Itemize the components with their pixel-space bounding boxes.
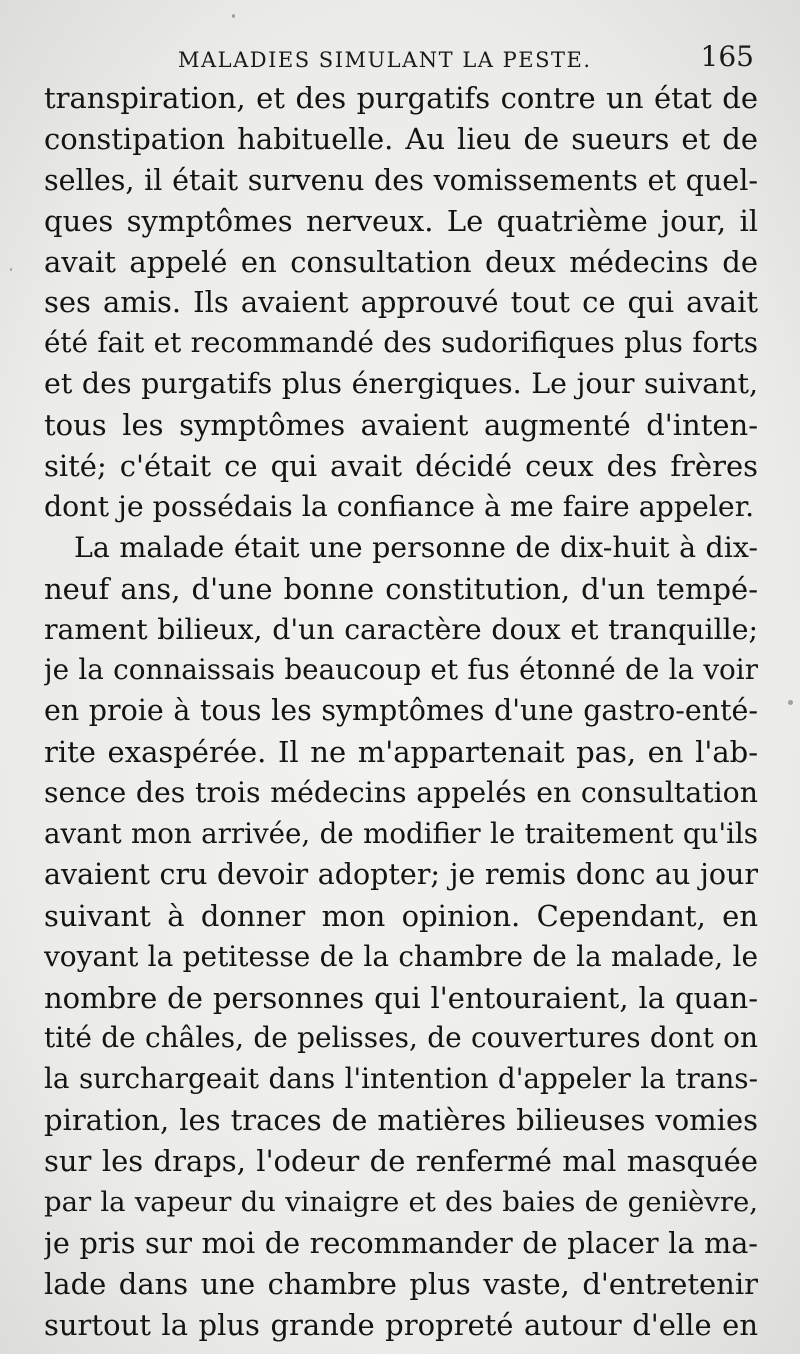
text-line: ques symptômes nerveux. Le quatrième jour, il [44,203,758,238]
text-line: nombre de personnes qui l'entouraient, la quan- [44,980,758,1015]
text-line: voyant la petitesse de la chambre de la malade, le [44,939,758,973]
text-line: sur les draps, l'odeur de renfermé mal masquée [44,1144,758,1179]
text-line: constipation habituelle. Au lieu de sueurs et de [44,121,758,156]
text-line: et des purgatifs plus énergiques. Le jour suivant, [44,367,758,401]
text-line: avait appelé en consultation deux médecins de [44,244,758,279]
text-line: tous les symptômes avaient augmenté d'inten- [44,408,758,443]
body-text [44,78,758,1346]
text-line: rite exaspérée. Il ne m'appartenait pas, en l'ab- [44,735,758,770]
page-number: 165 [700,40,754,73]
text-line: en proie à tous les symptômes d'une gastro-enté- [44,694,758,728]
text-line: par la vapeur du vinaigre et des baies de genièvre, [44,1186,758,1219]
running-head [0,38,800,78]
paragraph-start-line: La malade était une personne de dix-huit à dix- [74,530,758,564]
paper-speck [10,268,12,271]
text-line: piration, les traces de matières bilieuses vomies [44,1103,758,1138]
text-line: sence des trois médecins appelés en consultation [44,776,758,810]
text-line: lade dans une chambre plus vaste, d'entretenir [44,1266,758,1301]
paper-speck [788,700,793,705]
text-line: suivant à donner mon opinion. Cependant, en [44,898,758,933]
text-line: transpiration, et des purgatifs contre un état de [44,81,758,115]
text-line: je pris sur moi de recommander de placer la ma- [44,1225,758,1260]
text-line: neuf ans, d'une bonne constitution, d'un tempé- [44,571,758,606]
text-line: ses amis. Ils avaient approuvé tout ce qui avait [44,285,758,320]
text-line: avant mon arrivée, de modifier le traitement qu'ils [44,817,758,851]
text-line: été fait et recommandé des sudorifiques plus forts [44,326,758,360]
paper-speck [232,14,235,18]
text-line: dont je possédais la confiance à me faire appeler. [44,489,755,523]
text-line: avaient cru devoir adopter; je remis donc au jour [44,857,758,891]
text-line: rament bilieux, d'un caractère doux et tranquille; [44,612,758,646]
text-line: je la connaissais beaucoup et fus étonné de la voir [44,653,758,687]
text-line: surtout la plus grande propreté autour d'elle en [44,1307,758,1342]
text-line: la surchargeait dans l'intention d'appeler la trans- [44,1062,758,1096]
text-line: selles, il était survenu des vomissements et quel- [44,162,758,197]
text-line: tité de châles, de pelisses, de couvertures dont on [44,1021,758,1055]
text-line: sité; c'était ce qui avait décidé ceux des frères [44,449,758,484]
running-title: MALADIES SIMULANT LA PESTE. [178,48,592,72]
